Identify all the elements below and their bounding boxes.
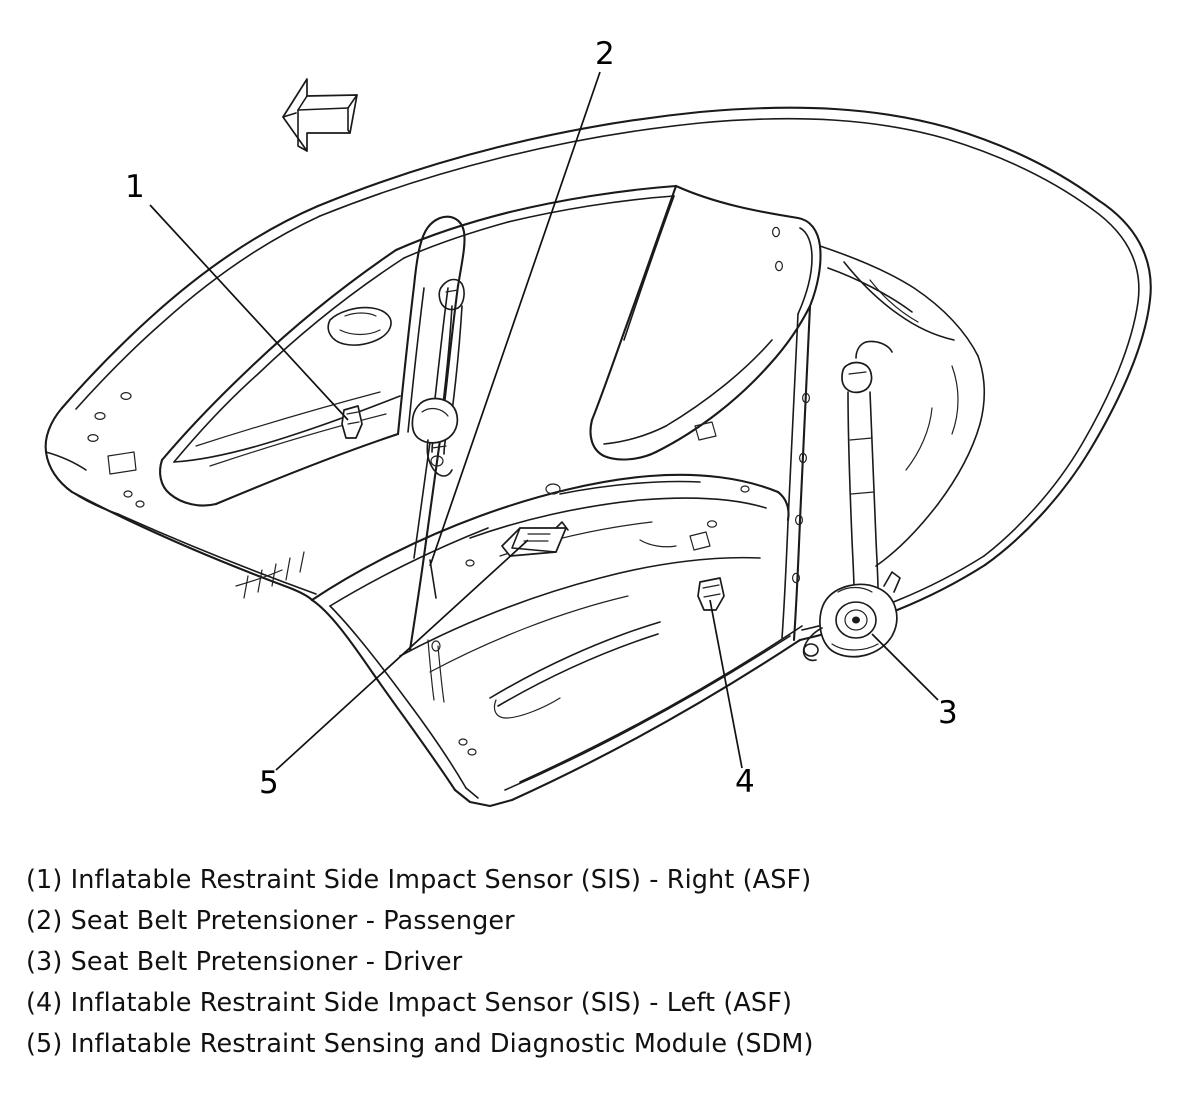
legend-item-2: (2) Seat Belt Pretensioner - Passenger: [26, 906, 515, 936]
legend-item-1: (1) Inflatable Restraint Side Impact Sensor (SIS) - Right (ASF): [26, 865, 812, 895]
callout-4: 4: [735, 764, 755, 800]
leader-3: [872, 634, 938, 700]
callout-5: 5: [259, 765, 279, 801]
legend-item-3: (3) Seat Belt Pretensioner - Driver: [26, 947, 463, 977]
sdm-module: [502, 522, 568, 556]
front-door-opening: [88, 212, 510, 507]
callout-leader-lines: [150, 72, 938, 770]
leader-4: [710, 600, 742, 768]
leader-5: [276, 540, 528, 770]
legend-item-5: (5) Inflatable Restraint Sensing and Diagnostic Module (SDM): [26, 1029, 814, 1059]
leader-1: [150, 205, 348, 420]
passenger-seat-belt-pretensioner: [412, 399, 457, 476]
forward-direction-arrow: [283, 79, 357, 151]
driver-seat-belt-webbing: [842, 341, 892, 590]
callout-2: 2: [595, 36, 615, 72]
interior-upper-structure: [508, 186, 821, 640]
callout-3: 3: [938, 695, 958, 731]
callout-labels: [125, 36, 958, 801]
sis-sensor-right: [342, 406, 362, 438]
legend-list: [0, 860, 1200, 1065]
legend-item-4: (4) Inflatable Restraint Side Impact Sensor (SIS) - Left (ASF): [26, 988, 793, 1018]
rear-interior-panel: [820, 246, 984, 566]
callout-1: 1: [125, 169, 145, 205]
